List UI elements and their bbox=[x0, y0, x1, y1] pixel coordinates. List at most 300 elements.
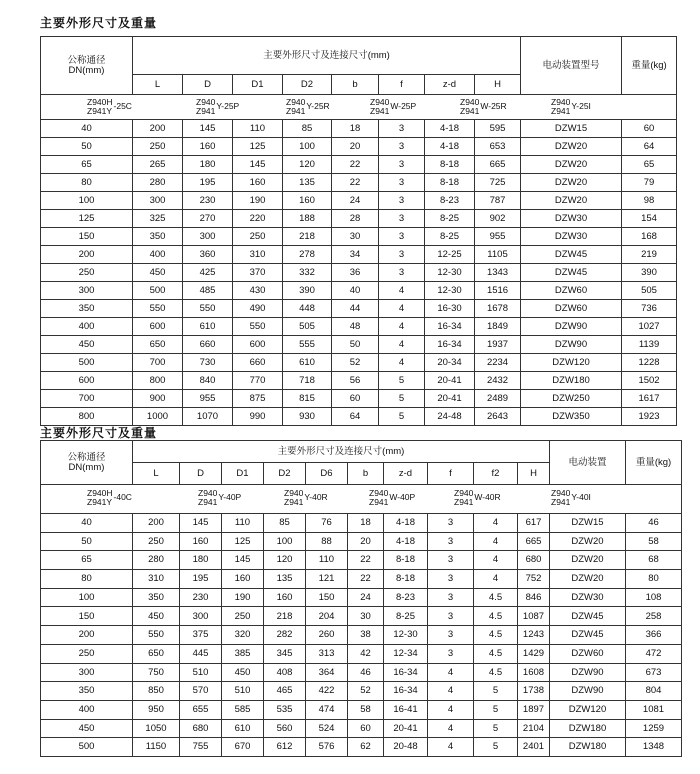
table-cell: 150 bbox=[306, 588, 348, 607]
table-cell: 990 bbox=[233, 408, 283, 426]
table-cell: 576 bbox=[306, 738, 348, 757]
table-cell: 1050 bbox=[133, 719, 180, 738]
table-cell: 448 bbox=[283, 300, 332, 318]
table-cell: 64 bbox=[622, 138, 677, 156]
table-cell: DZW180 bbox=[550, 719, 626, 738]
dimension-group-header: 主要外形尺寸及连接尺寸(mm) bbox=[133, 37, 521, 75]
table-cell: 30 bbox=[348, 607, 384, 626]
table-cell: 650 bbox=[133, 336, 183, 354]
table-row bbox=[41, 738, 682, 757]
table-cell: 325 bbox=[133, 210, 183, 228]
table-cell: 3 bbox=[379, 138, 425, 156]
dn-cell: 65 bbox=[41, 156, 133, 174]
table-cell: 300 bbox=[183, 228, 233, 246]
table-cell: 1937 bbox=[475, 336, 521, 354]
table-cell: 560 bbox=[264, 719, 306, 738]
table-cell: 1429 bbox=[518, 644, 550, 663]
table-cell: 60 bbox=[622, 120, 677, 138]
table-cell: 5 bbox=[474, 700, 518, 719]
table-cell: DZW60 bbox=[550, 644, 626, 663]
table-cell: DZW20 bbox=[521, 192, 622, 210]
table-cell: 195 bbox=[183, 174, 233, 192]
table-cell: 108 bbox=[626, 588, 682, 607]
table-cell: 2643 bbox=[475, 408, 521, 426]
table-cell: 20 bbox=[348, 532, 384, 551]
table-cell: 4.5 bbox=[474, 607, 518, 626]
table-cell: 160 bbox=[180, 532, 222, 551]
table-cell: 12-30 bbox=[384, 626, 428, 645]
table-cell: 42 bbox=[348, 644, 384, 663]
header-row-1 bbox=[41, 441, 682, 463]
table-cell: 125 bbox=[233, 138, 283, 156]
col-header: L bbox=[133, 75, 183, 95]
table-cell: 4 bbox=[474, 570, 518, 589]
model-strip bbox=[41, 485, 681, 513]
table-cell: 46 bbox=[348, 663, 384, 682]
table-cell: 500 bbox=[133, 282, 183, 300]
table-cell: 510 bbox=[222, 682, 264, 701]
table-cell: 300 bbox=[133, 192, 183, 210]
table-cell: 180 bbox=[180, 551, 222, 570]
table-cell: 250 bbox=[233, 228, 283, 246]
table-cell: 950 bbox=[133, 700, 180, 719]
table-cell: 145 bbox=[180, 514, 222, 533]
table-cell: DZW30 bbox=[521, 228, 622, 246]
table-cell: 3 bbox=[428, 551, 474, 570]
table-cell: 5 bbox=[379, 372, 425, 390]
table-cell: DZW20 bbox=[521, 138, 622, 156]
table-cell: 1738 bbox=[518, 682, 550, 701]
table-cell: 610 bbox=[283, 354, 332, 372]
table-cell: 425 bbox=[183, 264, 233, 282]
table-cell: 1259 bbox=[626, 719, 682, 738]
table-row bbox=[41, 626, 682, 645]
table-cell: 400 bbox=[133, 246, 183, 264]
model-label: Z940 Z941 W-25R bbox=[460, 97, 507, 116]
table-cell: 653 bbox=[475, 138, 521, 156]
dn-cell: 125 bbox=[41, 210, 133, 228]
table-cell: 20 bbox=[332, 138, 379, 156]
model-strip bbox=[41, 95, 676, 119]
table-cell: 52 bbox=[348, 682, 384, 701]
table-row bbox=[41, 174, 677, 192]
dn-cell: 50 bbox=[41, 138, 133, 156]
col-header: f bbox=[379, 75, 425, 95]
dn-cell: 100 bbox=[41, 588, 133, 607]
table-cell: 390 bbox=[622, 264, 677, 282]
table-cell: 2104 bbox=[518, 719, 550, 738]
table-cell: 930 bbox=[283, 408, 332, 426]
table-cell: 787 bbox=[475, 192, 521, 210]
col-header: D bbox=[180, 463, 222, 485]
table-cell: DZW20 bbox=[550, 551, 626, 570]
dn-header bbox=[41, 441, 133, 485]
spec-table-25 bbox=[40, 36, 677, 426]
table-cell: DZW20 bbox=[550, 532, 626, 551]
table-cell: 485 bbox=[183, 282, 233, 300]
table-cell: 48 bbox=[332, 318, 379, 336]
table-cell: 1000 bbox=[133, 408, 183, 426]
table-cell: 8-25 bbox=[425, 228, 475, 246]
table-cell: 846 bbox=[518, 588, 550, 607]
table-cell: 472 bbox=[626, 644, 682, 663]
table-cell: 474 bbox=[306, 700, 348, 719]
table-cell: 160 bbox=[222, 570, 264, 589]
table-cell: 310 bbox=[233, 246, 283, 264]
table-cell: DZW60 bbox=[521, 282, 622, 300]
table-1-body bbox=[41, 120, 677, 426]
dn-cell: 300 bbox=[41, 663, 133, 682]
table-cell: 350 bbox=[133, 228, 183, 246]
table-cell: 218 bbox=[264, 607, 306, 626]
table-cell: 88 bbox=[306, 532, 348, 551]
table-cell: DZW45 bbox=[550, 607, 626, 626]
table-cell: 3 bbox=[428, 514, 474, 533]
table-cell: 200 bbox=[133, 514, 180, 533]
table-cell: 650 bbox=[133, 644, 180, 663]
table-cell: DZW45 bbox=[550, 626, 626, 645]
table-cell: 24 bbox=[348, 588, 384, 607]
table-cell: 8-25 bbox=[425, 210, 475, 228]
table-cell: 4.5 bbox=[474, 588, 518, 607]
table-cell: 85 bbox=[283, 120, 332, 138]
table-cell: 24 bbox=[332, 192, 379, 210]
table-cell: 16-41 bbox=[384, 700, 428, 719]
table-cell: 366 bbox=[626, 626, 682, 645]
table-cell: 505 bbox=[622, 282, 677, 300]
table-cell: 300 bbox=[180, 607, 222, 626]
dn-cell: 600 bbox=[41, 372, 133, 390]
table-cell: 345 bbox=[264, 644, 306, 663]
table-row bbox=[41, 354, 677, 372]
table-cell: 3 bbox=[428, 626, 474, 645]
table-cell: 364 bbox=[306, 663, 348, 682]
table-cell: 64 bbox=[332, 408, 379, 426]
table-cell: 1897 bbox=[518, 700, 550, 719]
table-cell: 600 bbox=[133, 318, 183, 336]
table-cell: 135 bbox=[264, 570, 306, 589]
table-cell: 4.5 bbox=[474, 626, 518, 645]
table-row bbox=[41, 372, 677, 390]
table-cell: 1617 bbox=[622, 390, 677, 408]
table-cell: 4 bbox=[428, 682, 474, 701]
table-cell: 4 bbox=[379, 354, 425, 372]
table-cell: 22 bbox=[348, 551, 384, 570]
table-cell: 121 bbox=[306, 570, 348, 589]
table-cell: DZW30 bbox=[521, 210, 622, 228]
table-cell: 4 bbox=[379, 318, 425, 336]
table-cell: 154 bbox=[622, 210, 677, 228]
table-row bbox=[41, 192, 677, 210]
table-cell: 2234 bbox=[475, 354, 521, 372]
col-header: z-d bbox=[425, 75, 475, 95]
table-cell: 595 bbox=[475, 120, 521, 138]
table-cell: 24-48 bbox=[425, 408, 475, 426]
dn-header bbox=[41, 37, 133, 95]
table-cell: 20-34 bbox=[425, 354, 475, 372]
table-cell: DZW45 bbox=[521, 264, 622, 282]
table-cell: 4 bbox=[379, 300, 425, 318]
table-cell: 445 bbox=[180, 644, 222, 663]
table-cell: 660 bbox=[183, 336, 233, 354]
table-row bbox=[41, 336, 677, 354]
table-cell: 3 bbox=[428, 570, 474, 589]
table-cell: 16-34 bbox=[425, 336, 475, 354]
table-cell: 76 bbox=[306, 514, 348, 533]
table-cell: 4.5 bbox=[474, 644, 518, 663]
table-row bbox=[41, 246, 677, 264]
table-cell: 902 bbox=[475, 210, 521, 228]
table-cell: 617 bbox=[518, 514, 550, 533]
table-cell: DZW20 bbox=[521, 156, 622, 174]
model-label: Z940H Z941Y -25C bbox=[87, 97, 132, 116]
table-cell: 190 bbox=[222, 588, 264, 607]
table-cell: 58 bbox=[626, 532, 682, 551]
table-cell: 490 bbox=[233, 300, 283, 318]
table-cell: 1516 bbox=[475, 282, 521, 300]
table-cell: 110 bbox=[233, 120, 283, 138]
dn-header-line1: 公称通径 bbox=[67, 55, 106, 66]
table-cell: 3 bbox=[379, 192, 425, 210]
table-cell: 5 bbox=[474, 719, 518, 738]
col-header: D bbox=[183, 75, 233, 95]
dn-cell: 80 bbox=[41, 174, 133, 192]
table-row bbox=[41, 719, 682, 738]
table-cell: 22 bbox=[348, 570, 384, 589]
table-cell: 320 bbox=[222, 626, 264, 645]
table-cell: 2432 bbox=[475, 372, 521, 390]
table-cell: 145 bbox=[183, 120, 233, 138]
table-cell: 1678 bbox=[475, 300, 521, 318]
table-cell: 350 bbox=[133, 588, 180, 607]
table-cell: 1150 bbox=[133, 738, 180, 757]
table-cell: 258 bbox=[626, 607, 682, 626]
table-row bbox=[41, 644, 682, 663]
table-cell: 555 bbox=[283, 336, 332, 354]
table-cell: 98 bbox=[622, 192, 677, 210]
table-cell: 265 bbox=[133, 156, 183, 174]
table-cell: DZW250 bbox=[521, 390, 622, 408]
table-cell: 204 bbox=[306, 607, 348, 626]
table-row bbox=[41, 532, 682, 551]
table-row bbox=[41, 588, 682, 607]
table-cell: 20-41 bbox=[384, 719, 428, 738]
table-cell: 4 bbox=[428, 738, 474, 757]
table-cell: 660 bbox=[233, 354, 283, 372]
table-cell: 510 bbox=[180, 663, 222, 682]
table-cell: 680 bbox=[180, 719, 222, 738]
dn-cell: 450 bbox=[41, 336, 133, 354]
dn-cell: 800 bbox=[41, 408, 133, 426]
table-cell: 505 bbox=[283, 318, 332, 336]
table-cell: DZW90 bbox=[521, 318, 622, 336]
table-cell: 200 bbox=[133, 120, 183, 138]
table-cell: DZW180 bbox=[550, 738, 626, 757]
dn-cell: 100 bbox=[41, 192, 133, 210]
table-cell: 20-41 bbox=[425, 390, 475, 408]
table-cell: 50 bbox=[332, 336, 379, 354]
table-cell: 125 bbox=[222, 532, 264, 551]
table-cell: 750 bbox=[133, 663, 180, 682]
table-cell: 360 bbox=[183, 246, 233, 264]
table-row bbox=[41, 120, 677, 138]
table-row bbox=[41, 570, 682, 589]
table-cell: 100 bbox=[264, 532, 306, 551]
table-cell: 1343 bbox=[475, 264, 521, 282]
table-cell: 180 bbox=[183, 156, 233, 174]
table-cell: 188 bbox=[283, 210, 332, 228]
dn-cell: 400 bbox=[41, 700, 133, 719]
table-cell: 1105 bbox=[475, 246, 521, 264]
table-row bbox=[41, 607, 682, 626]
table-cell: 85 bbox=[264, 514, 306, 533]
table-cell: 79 bbox=[622, 174, 677, 192]
table-cell: 570 bbox=[180, 682, 222, 701]
dimension-group-header: 主要外形尺寸及连接尺寸(mm) bbox=[133, 441, 550, 463]
model-label: Z940 Z941 W-40P bbox=[369, 488, 416, 507]
table-cell: 718 bbox=[283, 372, 332, 390]
dn-cell: 150 bbox=[41, 607, 133, 626]
table-row bbox=[41, 551, 682, 570]
table-cell: 1139 bbox=[622, 336, 677, 354]
col-header: D1 bbox=[233, 75, 283, 95]
table-cell: 850 bbox=[133, 682, 180, 701]
table-cell: 4 bbox=[474, 551, 518, 570]
table-cell: 44 bbox=[332, 300, 379, 318]
table-cell: 4.5 bbox=[474, 663, 518, 682]
table-cell: 3 bbox=[428, 644, 474, 663]
table-2-body bbox=[41, 514, 682, 757]
table-cell: 168 bbox=[622, 228, 677, 246]
table-cell: 955 bbox=[183, 390, 233, 408]
model-label: Z940 Z941 Y-25I bbox=[551, 97, 591, 116]
table-row bbox=[41, 138, 677, 156]
table-cell: 3 bbox=[379, 120, 425, 138]
table-cell: 680 bbox=[518, 551, 550, 570]
table-cell: 60 bbox=[348, 719, 384, 738]
table-cell: 250 bbox=[222, 607, 264, 626]
table-cell: 900 bbox=[133, 390, 183, 408]
table-row bbox=[41, 156, 677, 174]
table-cell: 450 bbox=[222, 663, 264, 682]
table-cell: DZW120 bbox=[550, 700, 626, 719]
table-cell: DZW180 bbox=[521, 372, 622, 390]
table-row bbox=[41, 264, 677, 282]
table-row bbox=[41, 390, 677, 408]
table-cell: 120 bbox=[264, 551, 306, 570]
table-cell: 5 bbox=[474, 682, 518, 701]
model-label: Z940 Z941 Y-25R bbox=[286, 97, 330, 116]
table-cell: 1502 bbox=[622, 372, 677, 390]
table-cell: 550 bbox=[133, 300, 183, 318]
table-cell: 4 bbox=[379, 282, 425, 300]
table-cell: 840 bbox=[183, 372, 233, 390]
table-row bbox=[41, 210, 677, 228]
table-cell: 16-30 bbox=[425, 300, 475, 318]
col-header: H bbox=[518, 463, 550, 485]
table-cell: 8-18 bbox=[384, 551, 428, 570]
table-cell: DZW20 bbox=[521, 174, 622, 192]
table-cell: 524 bbox=[306, 719, 348, 738]
table-cell: 8-23 bbox=[384, 588, 428, 607]
col-header: b bbox=[332, 75, 379, 95]
model-row bbox=[41, 95, 677, 120]
table-cell: 120 bbox=[283, 156, 332, 174]
dn-cell: 200 bbox=[41, 626, 133, 645]
dn-cell: 350 bbox=[41, 682, 133, 701]
table-cell: 65 bbox=[622, 156, 677, 174]
table-cell: 673 bbox=[626, 663, 682, 682]
table-cell: 22 bbox=[332, 156, 379, 174]
table-cell: 68 bbox=[626, 551, 682, 570]
table-cell: 3 bbox=[428, 532, 474, 551]
table-cell: DZW15 bbox=[550, 514, 626, 533]
table-cell: DZW15 bbox=[521, 120, 622, 138]
table-cell: 18 bbox=[348, 514, 384, 533]
table-cell: DZW350 bbox=[521, 408, 622, 426]
table-cell: 250 bbox=[133, 138, 183, 156]
table-cell: 4-18 bbox=[425, 120, 475, 138]
table-cell: 700 bbox=[133, 354, 183, 372]
weight-header: 重量(kg) bbox=[622, 37, 677, 95]
table-cell: 375 bbox=[180, 626, 222, 645]
col-header: D1 bbox=[222, 463, 264, 485]
table-cell: 280 bbox=[133, 174, 183, 192]
table-cell: 20-41 bbox=[425, 372, 475, 390]
table-cell: 12-34 bbox=[384, 644, 428, 663]
col-header: b bbox=[348, 463, 384, 485]
table-row bbox=[41, 700, 682, 719]
model-label: Z940H Z941Y -40C bbox=[87, 488, 132, 507]
table-cell: 36 bbox=[332, 264, 379, 282]
table-cell: 2489 bbox=[475, 390, 521, 408]
table-cell: 30 bbox=[332, 228, 379, 246]
weight-header: 重量(kg) bbox=[626, 441, 682, 485]
table-cell: 550 bbox=[183, 300, 233, 318]
dn-header-line1: 公称通径 bbox=[67, 452, 106, 463]
dn-cell: 350 bbox=[41, 300, 133, 318]
table-cell: 18 bbox=[332, 120, 379, 138]
col-header: H bbox=[475, 75, 521, 95]
table-cell: 665 bbox=[518, 532, 550, 551]
table-cell: 160 bbox=[233, 174, 283, 192]
table-cell: 16-34 bbox=[425, 318, 475, 336]
model-label: Z940 Z941 Y-40R bbox=[284, 488, 328, 507]
table-cell: 58 bbox=[348, 700, 384, 719]
table-cell: 5 bbox=[379, 390, 425, 408]
dn-cell: 700 bbox=[41, 390, 133, 408]
table-cell: DZW30 bbox=[550, 588, 626, 607]
table-cell: 450 bbox=[133, 607, 180, 626]
table-cell: DZW20 bbox=[550, 570, 626, 589]
table-cell: 4-18 bbox=[425, 138, 475, 156]
table-cell: DZW45 bbox=[521, 246, 622, 264]
table-cell: 875 bbox=[233, 390, 283, 408]
table-cell: 1070 bbox=[183, 408, 233, 426]
table-cell: DZW90 bbox=[550, 682, 626, 701]
table-cell: 260 bbox=[306, 626, 348, 645]
table-cell: 5 bbox=[379, 408, 425, 426]
header-row-1 bbox=[41, 37, 677, 75]
table-cell: 955 bbox=[475, 228, 521, 246]
col-header: D6 bbox=[306, 463, 348, 485]
dn-cell: 65 bbox=[41, 551, 133, 570]
table-cell: 3 bbox=[428, 588, 474, 607]
table-cell: 56 bbox=[332, 372, 379, 390]
table-cell: 612 bbox=[264, 738, 306, 757]
table-cell: DZW60 bbox=[521, 300, 622, 318]
table-cell: 250 bbox=[133, 532, 180, 551]
